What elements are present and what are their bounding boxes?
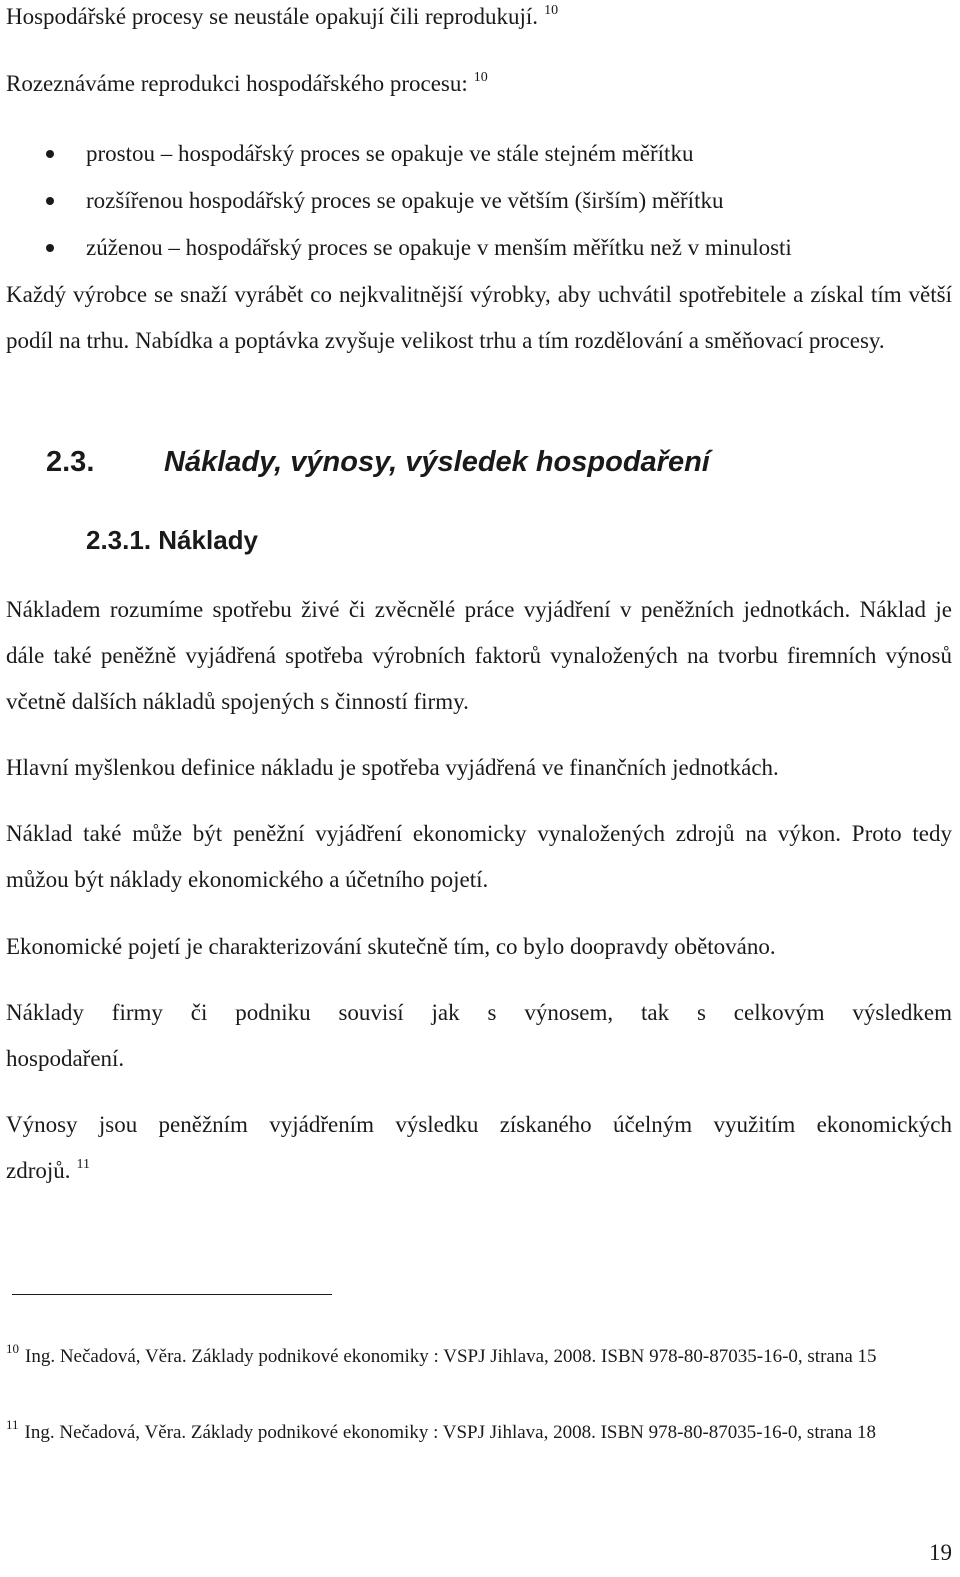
footnote [6,1414,952,1453]
paragraph-costs-relation: Náklady firmy či podniku souvisí jak s výnosem, tak s celkovým výsledkem hospodaření. [6,1000,952,1071]
paragraph-reproduction-types [6,61,952,111]
paragraph-producers: Každý výrobce se snaží vyrábět co nejkvalitnější výrobky, aby uchvátil spotřebitele a získal tím větší podíl na trhu. Nabídka a poptávka zvyšuje velikost trhu a tím rozdělování a směňovací procesy. [6,282,952,353]
footnote-ref[interactable]: 10 [544,3,559,18]
list-item-text: rozšířenou hospodářský proces se opakuje ve větším (širším) měřítku [86,188,724,213]
footnote-number: 10 [6,1341,19,1356]
bullet-icon [46,244,54,252]
section-title: Náklady, výnosy, výsledek hospodaření [164,446,710,478]
bullet-icon [46,150,54,158]
reproduction-types-list [6,130,952,271]
footnote-ref[interactable]: 10 [473,70,488,85]
list-item [6,177,952,224]
section-number: 2.3. [46,446,95,478]
paragraph-reproduction [6,0,952,44]
footnote-text: Ing. Nečadová, Věra. Základy podnikové ekonomiky : VSPJ Jihlava, 2008. ISBN 978-80-87035-16-0, strana 18 [24,1422,877,1443]
paragraph-text: Výnosy jsou peněžním vyjádřením výsledku získaného účelným využitím ekonomických zdrojů. [6,1112,952,1183]
list-item-text: prostou – hospodářský proces se opakuje ve stále stejném měřítku [86,141,694,166]
paragraph-main-idea: Hlavní myšlenkou definice nákladu je spotřeba vyjádřená ve finančních jednotkách. [6,755,779,780]
list-item [6,224,952,271]
bullet-icon [46,197,54,205]
paragraph-economic-concept: Ekonomické pojetí je charakterizování skutečně tím, co bylo doopravdy obětováno. [6,934,776,959]
footnote-text: Ing. Nečadová, Věra. Základy podnikové ekonomiky : VSPJ Jihlava, 2008. ISBN 978-80-87035-16-0, strana 15 [25,1346,877,1367]
list-item [6,130,952,177]
paragraph-revenues [6,1102,952,1198]
paragraph-text: Hospodářské procesy se neustále opakují čili reprodukují. [6,4,539,29]
list-item-text: zúženou – hospodářský proces se opakuje v menším měřítku než v minulosti [86,235,792,260]
footnote [6,1338,952,1377]
page-number: 19 [929,1540,952,1565]
footnote-divider [12,1294,332,1295]
paragraph-text: Rozeznáváme reprodukci hospodářského procesu: [6,71,468,96]
subsection-heading: 2.3.1. Náklady [86,525,258,555]
footnote-ref[interactable]: 11 [76,1157,90,1172]
section-heading [46,440,710,484]
footnote-number: 11 [6,1417,19,1432]
paragraph-cost-expression: Náklad také může být peněžní vyjádření ekonomicky vynaložených zdrojů na výkon. Proto tedy můžou být náklady ekonomického a účetního pojetí. [6,821,952,892]
paragraph-cost-definition: Nákladem rozumíme spotřebu živé či zvěcnělé práce vyjádření v peněžních jednotkách. Náklad je dále také peněžně vyjádřená spotřeba výrobních faktorů vynaložených na tvorbu firemních výnosů včetně dalších nákladů spojených s činností firmy. [6,597,952,714]
